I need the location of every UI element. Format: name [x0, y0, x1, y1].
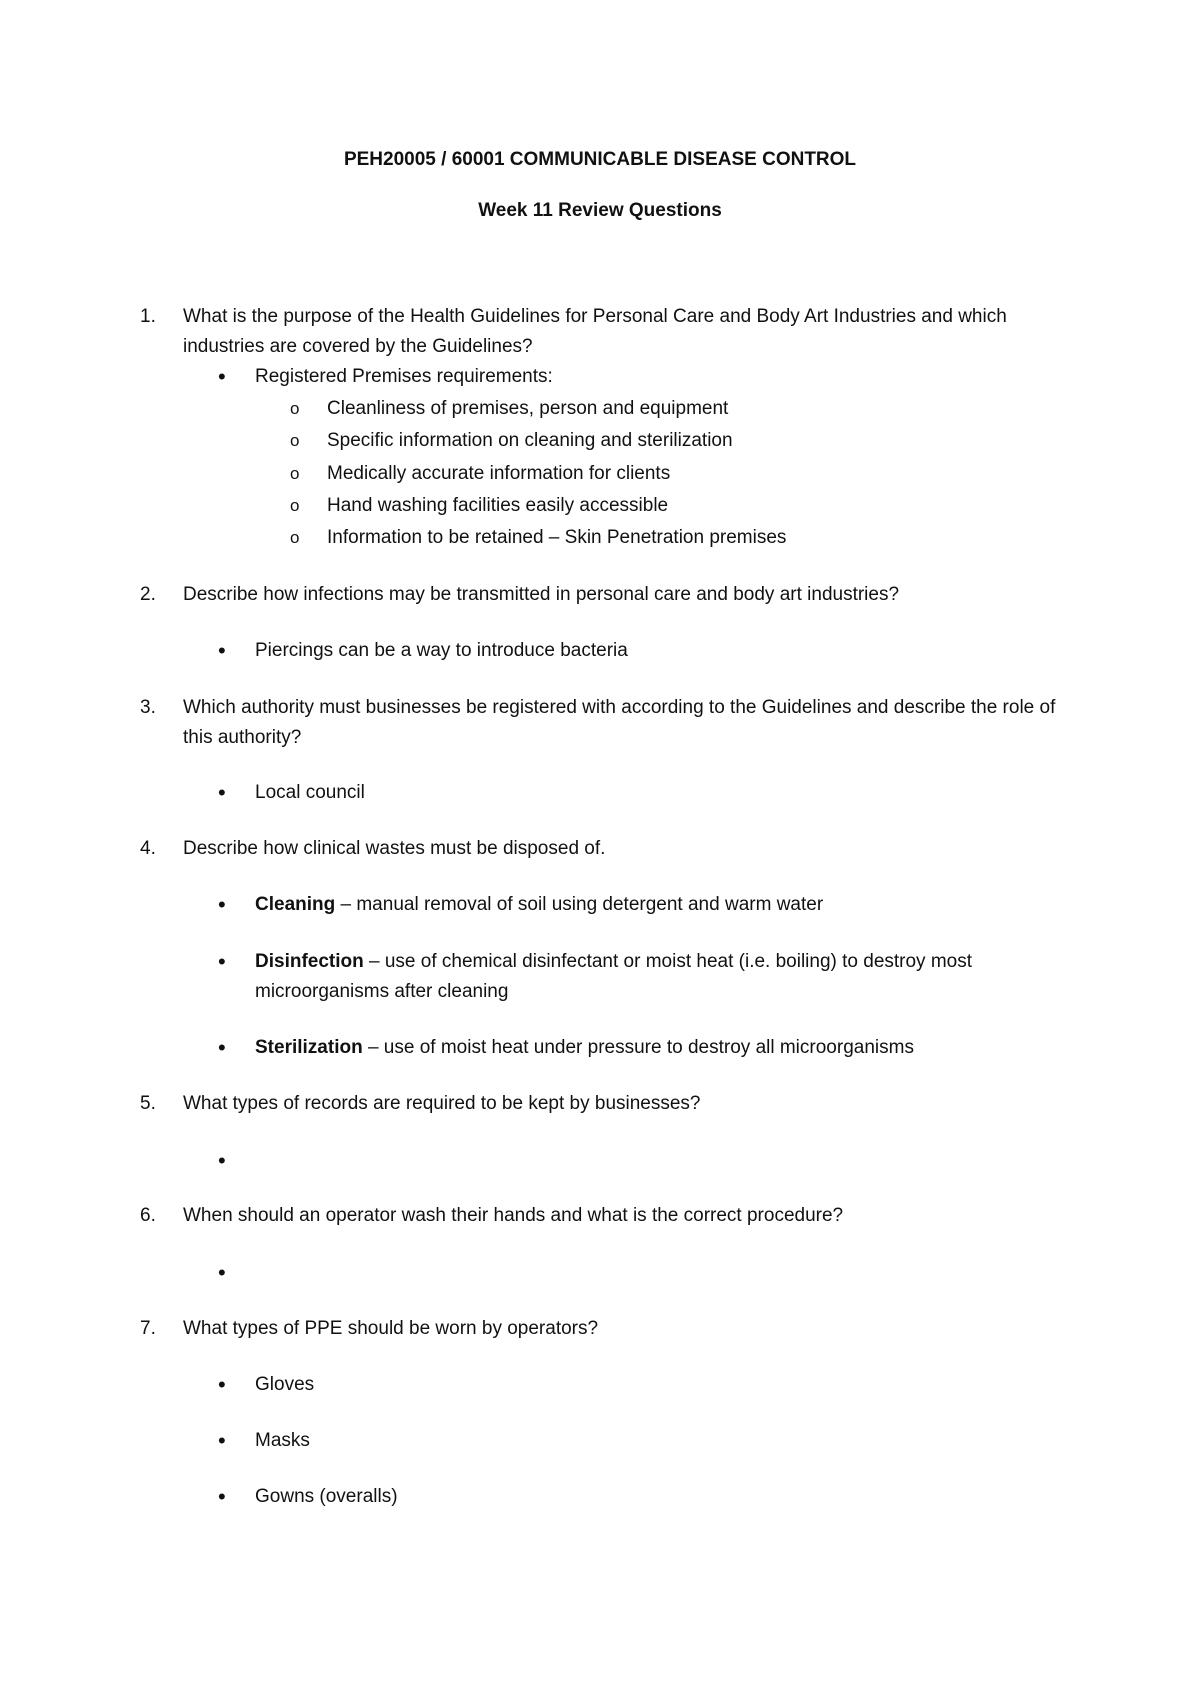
question-number: 3. — [140, 697, 156, 718]
question-number: 1. — [140, 306, 156, 327]
bullet-icon: • — [218, 364, 226, 389]
sub-bullet-icon: o — [290, 496, 300, 515]
question-text: What types of records are required to be kept by businesses? — [183, 1093, 701, 1114]
question-number: 2. — [140, 584, 156, 605]
page-subtitle: Week 11 Review Questions — [478, 200, 722, 221]
bullet-icon: • — [218, 1484, 226, 1509]
answer-item: Piercings can be a way to introduce bacteria — [255, 640, 628, 661]
bullet-icon: • — [218, 780, 226, 805]
answer-item: Gowns (overalls) — [255, 1486, 398, 1507]
question-number: 4. — [140, 838, 156, 859]
sub-bullet-icon: o — [290, 431, 300, 450]
question-text: When should an operator wash their hands and what is the correct procedure? — [183, 1205, 844, 1226]
answer-item — [255, 890, 1075, 920]
term-label: Cleaning — [255, 894, 336, 915]
sub-answer-item: Hand washing facilities easily accessible — [327, 495, 669, 516]
question-text: What is the purpose of the Health Guidelines for Personal Care and Body Art Industries and which industries are covered by the Guidelines? — [183, 306, 1007, 357]
question-number: 6. — [140, 1205, 156, 1226]
sub-bullet-icon: o — [290, 528, 300, 547]
bullet-icon: • — [218, 949, 226, 974]
bullet-icon: • — [218, 1428, 226, 1453]
question-text: Describe how clinical wastes must be disposed of. — [183, 838, 606, 859]
bullet-icon: • — [218, 1035, 226, 1060]
bullet-icon: • — [218, 1148, 226, 1173]
bullet-icon: • — [218, 1260, 226, 1285]
answer-item: Local council — [255, 782, 365, 803]
bullet-icon: • — [218, 638, 226, 663]
answer-item — [255, 947, 1075, 1007]
sub-answer-item: Cleanliness of premises, person and equipment — [327, 398, 729, 419]
term-definition: – use of moist heat under pressure to destroy all microorganisms — [362, 1037, 914, 1058]
course-title: PEH20005 / 60001 COMMUNICABLE DISEASE CONTROL — [343, 149, 857, 170]
sub-answer-item: Medically accurate information for clients — [327, 463, 671, 484]
bullet-icon: • — [218, 1372, 226, 1397]
bullet-icon: • — [218, 892, 226, 917]
question-number: 5. — [140, 1093, 156, 1114]
sub-answer-item: Specific information on cleaning and sterilization — [327, 430, 733, 451]
question-number: 7. — [140, 1318, 156, 1339]
question-text: Describe how infections may be transmitted in personal care and body art industries? — [183, 584, 900, 605]
term-definition: – manual removal of soil using detergent and warm water — [335, 894, 824, 915]
question-text: What types of PPE should be worn by operators? — [183, 1318, 599, 1339]
answer-item: Registered Premises requirements: — [255, 366, 553, 387]
question-text: Which authority must businesses be registered with according to the Guidelines and describe the role of this authority? — [183, 697, 1056, 748]
answer-item — [255, 1033, 1075, 1063]
answer-item: Masks — [255, 1430, 310, 1451]
term-definition: – use of chemical disinfectant or moist heat (i.e. boiling) to destroy most microorganisms after cleaning — [255, 951, 973, 1002]
sub-bullet-icon: o — [290, 399, 300, 418]
sub-answer-item: Information to be retained – Skin Penetration premises — [327, 527, 787, 548]
sub-bullet-icon: o — [290, 464, 300, 483]
term-label: Disinfection — [255, 951, 364, 972]
term-label: Sterilization — [255, 1037, 363, 1058]
answer-item: Gloves — [255, 1374, 315, 1395]
